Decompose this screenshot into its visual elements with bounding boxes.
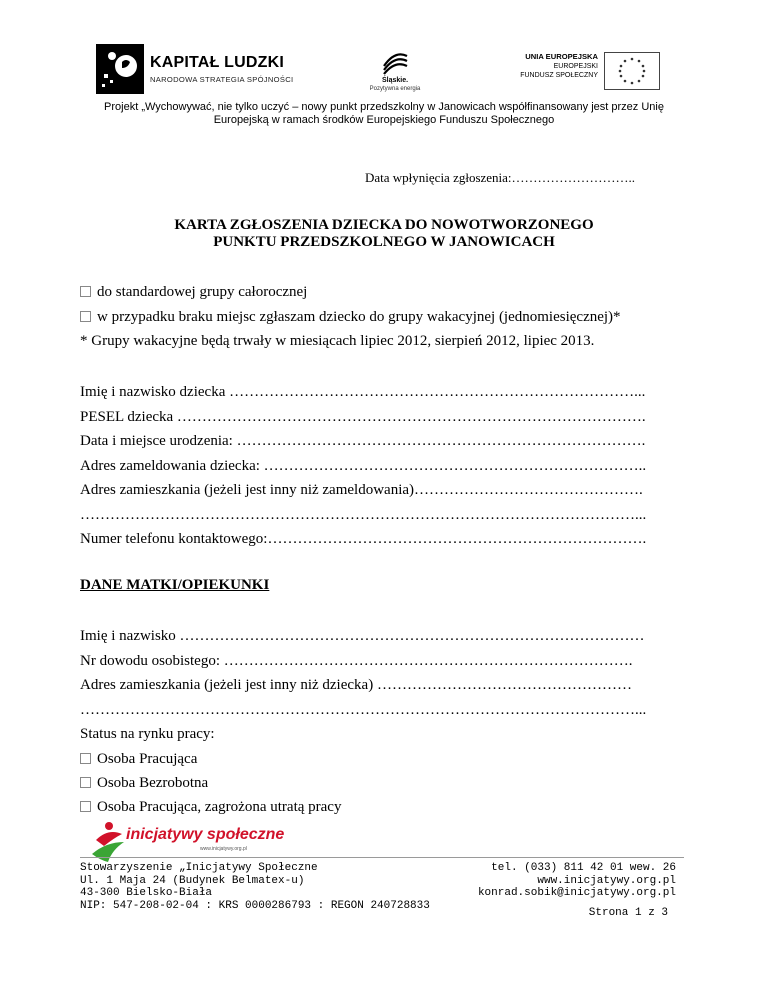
ue-line2: EUROPEJSKI	[553, 63, 598, 70]
mother-section-heading: DANE MATKI/OPIEKUNKI	[80, 577, 270, 593]
inicjatywy-name: inicjatywy społeczne	[126, 826, 285, 843]
ue-line1: UNIA EUROPEJSKA	[525, 52, 598, 61]
slaskie-wave-icon	[380, 46, 410, 76]
child-birth-field[interactable]: Data i miejsce urodzenia: ……………………………………………………………………….	[80, 433, 646, 449]
slaskie-name: Śląskie.	[381, 77, 409, 84]
checkbox-icon[interactable]	[80, 311, 91, 322]
footer-left-line: Stowarzyszenie „Inicjatywy Społeczne	[80, 862, 318, 874]
form-title	[80, 217, 688, 251]
mother-name-field[interactable]: Imię i nazwisko …………………………………………………………………………………	[80, 628, 645, 644]
kapital-subtitle: NARODOWA STRATEGIA SPÓJNOŚCI	[150, 75, 294, 84]
eu-flag-icon	[604, 52, 660, 90]
contact-phone-field[interactable]: Numer telefonu kontaktowego:………………………………………………………………….	[80, 531, 647, 547]
child-residence-address-field[interactable]: Adres zamieszkania (jeżeli jest inny niż zameldowania)……………………………………….	[80, 482, 643, 498]
slaskie-tagline: Pozytywna energia	[369, 86, 421, 92]
child-residence-address-continued[interactable]: …………………………………………………………………………………………………...	[80, 507, 647, 523]
status-at-risk-option[interactable]	[80, 798, 341, 816]
project-info	[60, 101, 708, 127]
footer-divider	[80, 857, 684, 858]
ue-line3: FUNDUSZ SPOŁECZNY	[520, 72, 598, 79]
footer-contact	[440, 862, 676, 900]
child-name-field[interactable]: Imię i nazwisko dziecka ………………………………………………………………………...	[80, 384, 646, 400]
option-label: do standardowej grupy całorocznej	[97, 284, 308, 300]
option-label: Osoba Pracująca	[97, 751, 198, 767]
footer-website-link[interactable]: www.inicjatywy.org.pl	[537, 874, 676, 887]
mother-address-continued[interactable]: …………………………………………………………………………………………………...	[80, 702, 647, 718]
option-label: Osoba Pracująca, zagrożona utratą pracy	[97, 799, 342, 815]
status-employed-option[interactable]	[80, 750, 197, 768]
footer-address	[80, 862, 430, 912]
slaskie-logo	[360, 46, 430, 96]
inicjatywy-url: www.inicjatywy.org.pl	[200, 846, 247, 852]
footer-left-line: NIP: 547-208-02-04 : KRS 0000286793 : REGON 240728833	[80, 899, 430, 912]
page-number: Strona 1 z 3	[588, 907, 668, 919]
eu-logo	[510, 52, 670, 92]
project-line-2: Europejską w ramach środków Europejskiego Funduszu Społecznego	[213, 114, 555, 126]
submission-date-field[interactable]: Data wpłynięcia zgłoszenia:………………………..	[365, 170, 636, 185]
footer-email-link[interactable]: konrad.sobik@inicjatywy.org.pl	[477, 887, 676, 899]
status-unemployed-option[interactable]	[80, 774, 208, 792]
footer-left-line: Ul. 1 Maja 24 (Budynek Belmatex-u)	[80, 874, 305, 887]
footer-phone: tel. (033) 811 42 01 wew. 26	[491, 862, 676, 874]
checkbox-icon[interactable]	[80, 801, 91, 812]
mother-id-field[interactable]: Nr dowodu osobistego: ……………………………………………………………………….	[80, 653, 633, 669]
form-title-line-1: KARTA ZGŁOSZENIA DZIECKA DO NOWOTWORZONEGO	[174, 217, 594, 233]
option-label: w przypadku braku miejsc zgłaszam dziecko do grupy wakacyjnej (jednomiesięcznej)*	[97, 309, 621, 325]
mother-address-field[interactable]: Adres zamieszkania (jeżeli jest inny niż dziecka) ……………………………………………	[80, 677, 632, 693]
form-title-line-2: PUNKTU PRZEDSZKOLNEGO W JANOWICACH	[213, 234, 555, 250]
kapital-ludzki-emblem-icon	[96, 44, 144, 94]
kapital-ludzki-logo	[96, 44, 296, 94]
checkbox-icon[interactable]	[80, 777, 91, 788]
footer-left-line: 43-300 Bielsko-Biała	[80, 887, 213, 899]
child-pesel-field[interactable]: PESEL dziecka ………………………………………………………………………………….	[80, 409, 646, 425]
kapital-title: KAPITAŁ LUDZKI	[150, 54, 285, 71]
option-label: Osoba Bezrobotna	[97, 775, 209, 791]
group-note: * Grupy wakacyjne będą trwały w miesiącach lipiec 2012, sierpień 2012, lipiec 2013.	[80, 333, 595, 349]
option-standard-group[interactable]	[80, 283, 307, 301]
checkbox-icon[interactable]	[80, 753, 91, 764]
checkbox-icon[interactable]	[80, 286, 91, 297]
employment-status-label: Status na rynku pracy:	[80, 726, 215, 742]
child-registered-address-field[interactable]: Adres zameldowania dziecka: …………………………………………………………………..	[80, 458, 647, 474]
option-summer-group[interactable]	[80, 308, 621, 326]
project-line-1: Projekt „Wychowywać, nie tylko uczyć – nowy punkt przedszkolny w Janowicach współfinansowany jest przez Unię	[104, 101, 664, 113]
